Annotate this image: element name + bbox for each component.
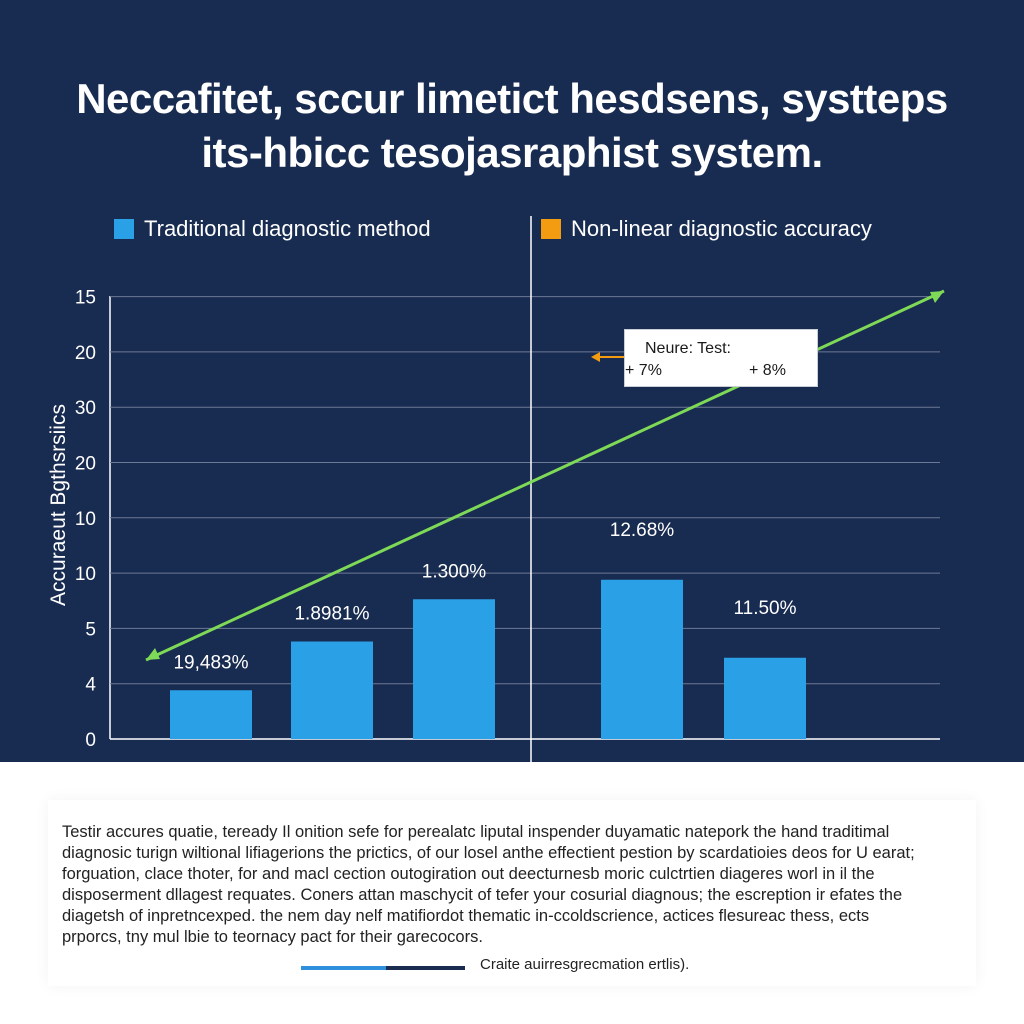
chart-title-line-1: Neccafitet, sccur limetict hesdsens, systteps bbox=[76, 75, 948, 122]
annotation-pointer-head bbox=[591, 352, 600, 362]
description-line: prporcs, tny mul lbie to teornacy pact for their garecocors. bbox=[62, 928, 483, 946]
bar-data-label: 1.8981% bbox=[294, 603, 370, 625]
description-text bbox=[62, 822, 962, 948]
legend-label-nonlinear: Non-linear diagnostic accuracy bbox=[571, 216, 872, 241]
bar-nonlinear-2 bbox=[724, 658, 806, 739]
bar-nonlinear-1 bbox=[601, 580, 683, 739]
y-tick-label: 20 bbox=[74, 342, 96, 364]
y-tick-label: 30 bbox=[74, 398, 96, 420]
description-line: diagnosic turign wiltional lifiagerions the prictics, of our losel anthe effectient pestion by scardatioies deos for U earat; bbox=[62, 844, 915, 862]
annotation-value-2: + 8% bbox=[749, 362, 786, 379]
bar-traditional-1 bbox=[170, 690, 252, 739]
annotation-title: Neure: Test: bbox=[645, 340, 731, 357]
bar-data-label: 12.68% bbox=[609, 519, 675, 541]
legend-label-traditional: Traditional diagnostic method bbox=[144, 216, 431, 241]
y-tick-label: 15 bbox=[74, 287, 96, 309]
caption-text: Craite auirresgrecmation ertlis). bbox=[480, 956, 690, 973]
bar-data-label: 1.300% bbox=[421, 561, 487, 583]
description-card bbox=[48, 800, 976, 986]
y-tick-label: 0 bbox=[85, 730, 96, 751]
annotation-box bbox=[624, 329, 818, 387]
chart-title-line-2: its-hbicc tesojasraphist system. bbox=[201, 129, 823, 176]
trend-line bbox=[146, 291, 944, 660]
description-line: forguation, clace thoter, for and macl cection outogiration out deecturnesb moric culctrtien diageres worl in il the bbox=[62, 865, 875, 883]
progress-fill bbox=[301, 966, 386, 970]
annotation-value-1: + 7% bbox=[625, 362, 662, 379]
bar-data-label: 19,483% bbox=[173, 652, 249, 674]
description-line: diagetsh of inpretncexped. the nem day nelf matifiordot thematic in-ccoldscrience, actices flesureac thess, ects bbox=[62, 907, 870, 925]
y-tick-label: 4 bbox=[85, 674, 96, 696]
y-tick-label: 10 bbox=[74, 508, 96, 530]
y-tick-label: 10 bbox=[74, 564, 96, 586]
progress-bar bbox=[301, 966, 465, 970]
y-tick-label: 20 bbox=[74, 453, 96, 475]
bar-traditional-2 bbox=[291, 642, 373, 740]
bar-data-label: 11.50% bbox=[733, 597, 797, 619]
description-line: disposerment dllagest requates. Coners attan maschycit of tefer your cosurial diagnous; the escreption ir efates the bbox=[62, 886, 903, 904]
y-axis-label: Accuraeut Bgthsrsiics bbox=[47, 404, 70, 606]
y-tick-label: 5 bbox=[85, 619, 96, 641]
bar-traditional-3 bbox=[413, 599, 495, 739]
description-line: Testir accures quatie, teready Il onition sefe for perealatc liputal inspender duyamatic natepork the hand traditimal bbox=[62, 823, 890, 841]
